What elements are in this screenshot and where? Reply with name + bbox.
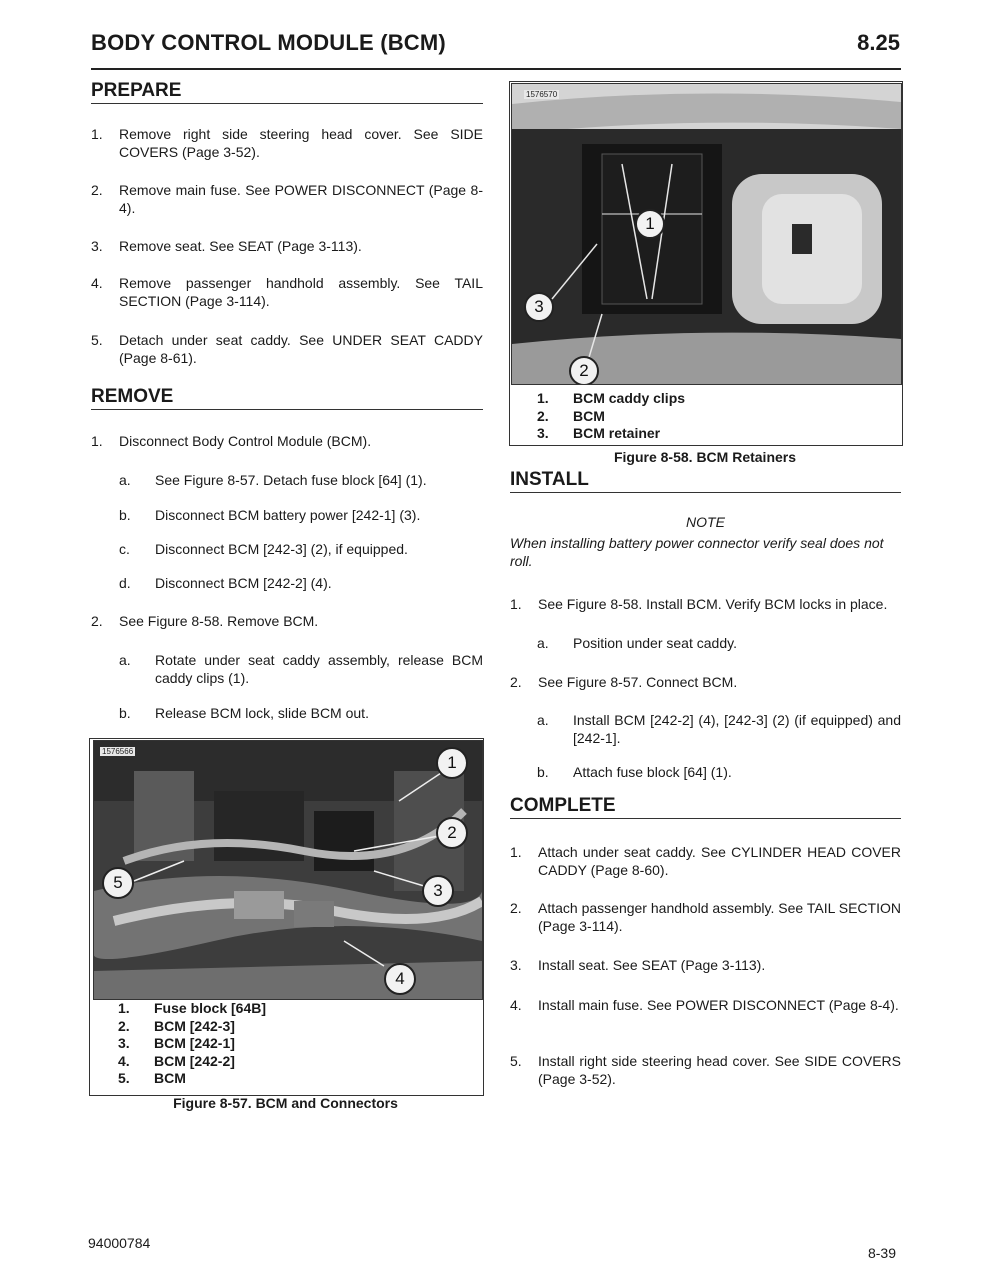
legend-number: 4.	[118, 1052, 130, 1069]
step-text: Remove main fuse. See POWER DISCONNECT (Page 8-4).	[119, 182, 483, 216]
legend-number: 3.	[537, 425, 549, 441]
legend-number: 5.	[118, 1070, 130, 1086]
step-number: 2.	[510, 900, 522, 916]
figure-image-id: 1576566	[102, 747, 134, 756]
substep-text: Position under seat caddy.	[573, 635, 737, 651]
install-substep-1a	[537, 634, 901, 652]
step-number: 1.	[91, 126, 103, 142]
legend-number: 2.	[118, 1017, 130, 1034]
step-text: Remove passenger handhold assembly. See TAIL SECTION (Page 3-114).	[119, 275, 483, 309]
document-number: 94000784	[88, 1235, 151, 1251]
substep-letter: d.	[119, 575, 131, 591]
figure-8-57-photo	[93, 740, 483, 1000]
prepare-step-1	[91, 125, 483, 161]
prepare-step-4	[91, 274, 483, 310]
callout-2: 2	[436, 817, 468, 849]
figure-8-58-caption: Figure 8-58. BCM Retainers	[613, 449, 797, 465]
step-number: 5.	[510, 1053, 522, 1069]
figure-8-58-legend	[537, 390, 837, 443]
step-text: See Figure 8-58. Remove BCM.	[119, 613, 319, 629]
callout-5: 5	[102, 867, 134, 899]
figure-8-57-legend	[118, 1000, 418, 1088]
remove-substep-1c	[119, 540, 483, 558]
step-text: Attach under seat caddy. See CYLINDER HEAD COVER CADDY (Page 8-60).	[538, 844, 901, 878]
complete-step-2	[510, 899, 901, 935]
prepare-step-3	[91, 237, 483, 255]
legend-number: 1.	[537, 390, 549, 406]
legend-number: 2.	[537, 407, 549, 424]
step-number: 4.	[510, 997, 522, 1013]
substep-letter: a.	[537, 712, 549, 728]
substep-text: Disconnect BCM [242-3] (2), if equipped.	[155, 541, 408, 557]
substep-letter: a.	[537, 635, 549, 651]
substep-text: See Figure 8-57. Detach fuse block [64] (1).	[155, 472, 427, 488]
legend-text: BCM [242-1]	[154, 1035, 235, 1051]
header-divider	[91, 68, 901, 70]
substep-text: Install BCM [242-2] (4), [242-3] (2) (if equipped) and [242-1].	[573, 712, 901, 746]
prepare-heading-text: PREPARE	[91, 80, 182, 101]
step-text: See Figure 8-57. Connect BCM.	[538, 674, 738, 690]
step-text: Remove seat. See SEAT (Page 3-113).	[119, 238, 362, 254]
step-number: 5.	[91, 332, 103, 348]
substep-text: Attach fuse block [64] (1).	[573, 764, 732, 780]
prepare-step-5	[91, 331, 483, 367]
remove-substep-1a	[119, 471, 483, 489]
install-heading-text: INSTALL	[510, 469, 589, 490]
legend-item	[118, 1018, 418, 1036]
substep-text: Disconnect BCM [242-2] (4).	[155, 575, 332, 591]
legend-text: BCM	[573, 407, 605, 424]
callout-1: 1	[635, 209, 665, 239]
step-text: Attach passenger handhold assembly. See TAIL SECTION (Page 3-114).	[538, 900, 901, 934]
remove-substep-2a	[119, 651, 483, 687]
legend-item	[118, 1035, 418, 1053]
bcm-connectors-photo	[94, 741, 482, 999]
step-number: 4.	[91, 275, 103, 291]
bcm-retainers-photo	[512, 84, 901, 384]
step-number: 2.	[91, 613, 103, 629]
legend-item	[537, 425, 837, 443]
callout-4: 4	[384, 963, 416, 995]
remove-substep-1b	[119, 506, 483, 524]
complete-step-3	[510, 956, 901, 974]
remove-substep-2b	[119, 704, 483, 722]
step-text: Install main fuse. See POWER DISCONNECT (Page 8-4).	[538, 997, 899, 1013]
figure-8-57-caption: Figure 8-57. BCM and Connectors	[173, 1095, 398, 1111]
callout-3: 3	[422, 875, 454, 907]
install-step-1	[510, 595, 901, 613]
step-number: 1.	[510, 844, 522, 860]
substep-text: Disconnect BCM battery power [242-1] (3).	[155, 507, 421, 523]
substep-letter: b.	[537, 764, 549, 780]
callout-2: 2	[569, 356, 599, 385]
note-text: When installing battery power connector verify seal does not roll.	[510, 535, 884, 569]
figure-8-58-photo	[511, 83, 902, 385]
note-heading: NOTE	[686, 514, 725, 530]
substep-letter: a.	[119, 652, 131, 668]
legend-item	[537, 390, 837, 408]
install-substep-2b	[537, 763, 901, 781]
step-text: See Figure 8-58. Install BCM. Verify BCM locks in place.	[538, 596, 888, 612]
substep-letter: a.	[119, 472, 131, 488]
install-heading	[510, 469, 901, 493]
step-number: 2.	[510, 674, 522, 690]
step-number: 1.	[510, 596, 522, 612]
legend-text: BCM	[154, 1070, 186, 1086]
complete-step-1	[510, 843, 901, 879]
substep-letter: b.	[119, 705, 131, 721]
step-number: 3.	[91, 238, 103, 254]
substep-letter: c.	[119, 541, 130, 557]
figure-image-id: 1576570	[526, 90, 558, 99]
section-number: 8.25	[857, 30, 900, 55]
callout-1: 1	[436, 747, 468, 779]
legend-text: BCM [242-3]	[154, 1017, 235, 1034]
substep-letter: b.	[119, 507, 131, 523]
complete-heading	[510, 795, 901, 819]
legend-item	[118, 1053, 418, 1071]
install-substep-2a	[537, 711, 901, 747]
substep-text: Rotate under seat caddy assembly, release BCM caddy clips (1).	[155, 652, 483, 686]
legend-number: 1.	[118, 1000, 130, 1016]
step-number: 1.	[91, 433, 103, 449]
step-text: Remove right side steering head cover. See SIDE COVERS (Page 3-52).	[119, 126, 483, 160]
legend-number: 3.	[118, 1035, 130, 1051]
callout-3: 3	[524, 292, 554, 322]
legend-text: BCM retainer	[573, 425, 661, 441]
remove-heading	[91, 386, 483, 410]
legend-text: Fuse block [64B]	[154, 1000, 267, 1016]
complete-step-5	[510, 1052, 901, 1088]
legend-item	[118, 1070, 418, 1088]
page-title: BODY CONTROL MODULE (BCM)	[91, 30, 446, 55]
legend-item	[118, 1000, 418, 1018]
complete-step-4	[510, 996, 901, 1032]
step-number: 3.	[510, 957, 522, 973]
legend-text: BCM [242-2]	[154, 1052, 235, 1069]
substep-text: Release BCM lock, slide BCM out.	[155, 705, 369, 721]
complete-heading-text: COMPLETE	[510, 795, 616, 816]
step-text: Install right side steering head cover. See SIDE COVERS (Page 3-52).	[538, 1053, 901, 1087]
prepare-heading	[91, 80, 483, 104]
remove-substep-1d	[119, 574, 483, 592]
remove-step-1	[91, 432, 483, 450]
step-text: Detach under seat caddy. See UNDER SEAT CADDY (Page 8-61).	[119, 332, 483, 366]
step-number: 2.	[91, 182, 103, 198]
legend-item	[537, 408, 837, 426]
remove-heading-text: REMOVE	[91, 386, 174, 407]
page-number: 8-39	[867, 1245, 896, 1261]
step-text: Install seat. See SEAT (Page 3-113).	[538, 957, 766, 973]
install-step-2	[510, 673, 901, 691]
prepare-step-2	[91, 181, 483, 217]
step-text: Disconnect Body Control Module (BCM).	[119, 433, 372, 449]
legend-text: BCM caddy clips	[573, 390, 686, 406]
remove-step-2	[91, 612, 483, 630]
